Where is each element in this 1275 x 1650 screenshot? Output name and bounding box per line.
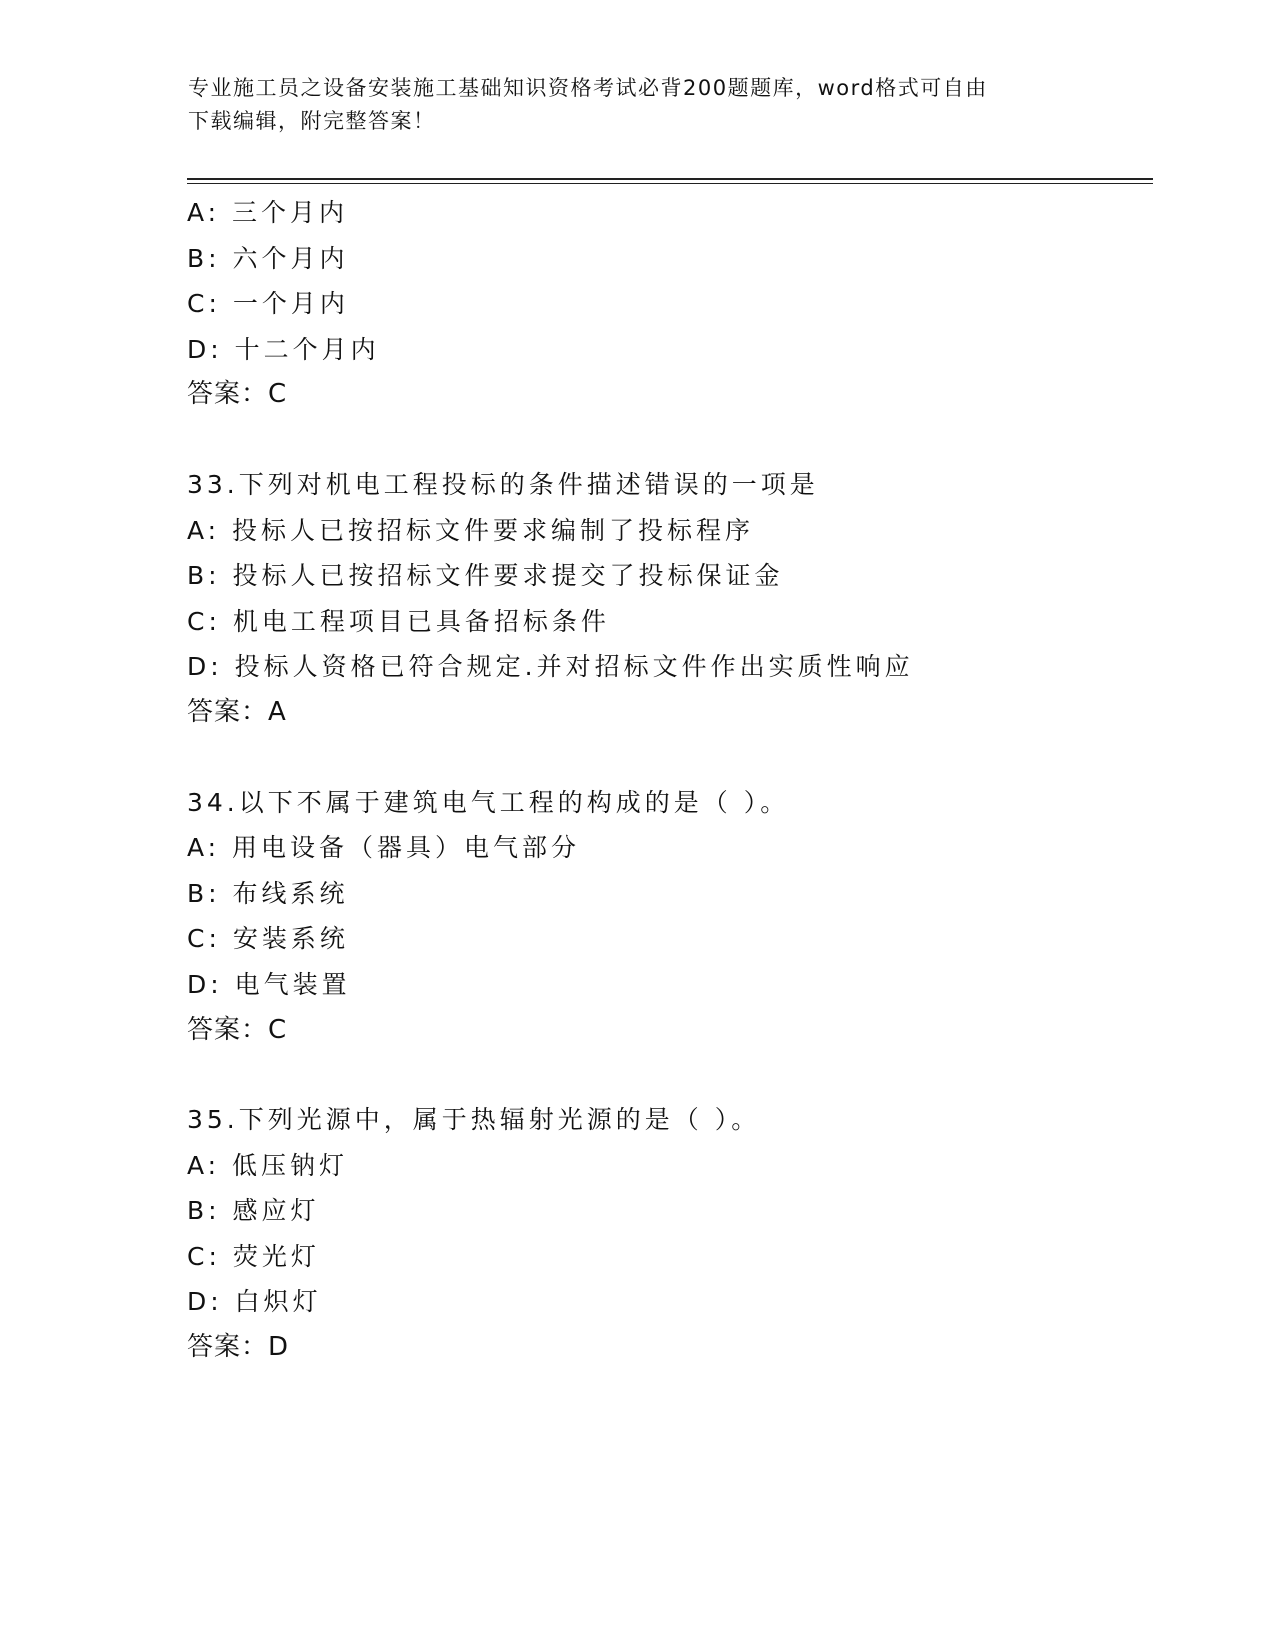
option-d: D: 十二个月内	[187, 334, 380, 364]
header-title-line-1: 专业施工员之设备安装施工基础知识资格考试必背200题题库，word格式可自由	[188, 76, 988, 100]
option-b: B: 投标人已按招标文件要求提交了投标保证金	[187, 561, 784, 591]
header-divider-thick	[187, 178, 1153, 180]
block-spacer	[187, 418, 1147, 462]
option-c: C: 荧光灯	[187, 1241, 320, 1271]
block-spacer	[187, 1053, 1147, 1097]
header-divider-thin	[187, 183, 1153, 184]
option-b: B: 六个月内	[187, 243, 349, 273]
option-a: A: 低压钠灯	[187, 1150, 349, 1180]
question-block-32	[187, 190, 1147, 418]
question-block-34	[187, 780, 1147, 1054]
header-title-line-2: 下载编辑，附完整答案！	[188, 109, 436, 133]
question-text: 34.以下不属于建筑电气工程的构成的是（ ）。	[187, 787, 790, 817]
option-c: C: 安装系统	[187, 924, 349, 954]
block-spacer	[187, 736, 1147, 780]
option-c: C: 机电工程项目已具备招标条件	[187, 606, 610, 636]
question-text: 33.下列对机电工程投标的条件描述错误的一项是	[187, 469, 819, 499]
option-c: C: 一个月内	[187, 289, 349, 319]
answer-line: 答案：C	[187, 379, 288, 410]
option-b: B: 布线系统	[187, 878, 349, 908]
answer-line: 答案：D	[187, 1332, 290, 1363]
question-block-33	[187, 462, 1147, 736]
question-block-35	[187, 1097, 1147, 1371]
option-d: D: 电气装置	[187, 969, 351, 999]
option-d: D: 投标人资格已符合规定.并对招标文件作出实质性响应	[187, 652, 914, 682]
document-header	[188, 72, 1088, 138]
option-d: D: 白炽灯	[187, 1287, 322, 1317]
option-a: A: 三个月内	[187, 198, 349, 227]
answer-line: 答案：A	[187, 696, 287, 727]
option-b: B: 感应灯	[187, 1196, 320, 1226]
option-a: A: 投标人已按招标文件要求编制了投标程序	[187, 515, 755, 545]
option-a: A: 用电设备（器具）电气部分	[187, 833, 581, 863]
answer-line: 答案：C	[187, 1014, 288, 1045]
question-list	[187, 190, 1147, 1371]
question-text: 35.下列光源中，属于热辐射光源的是（ ）。	[187, 1105, 761, 1135]
